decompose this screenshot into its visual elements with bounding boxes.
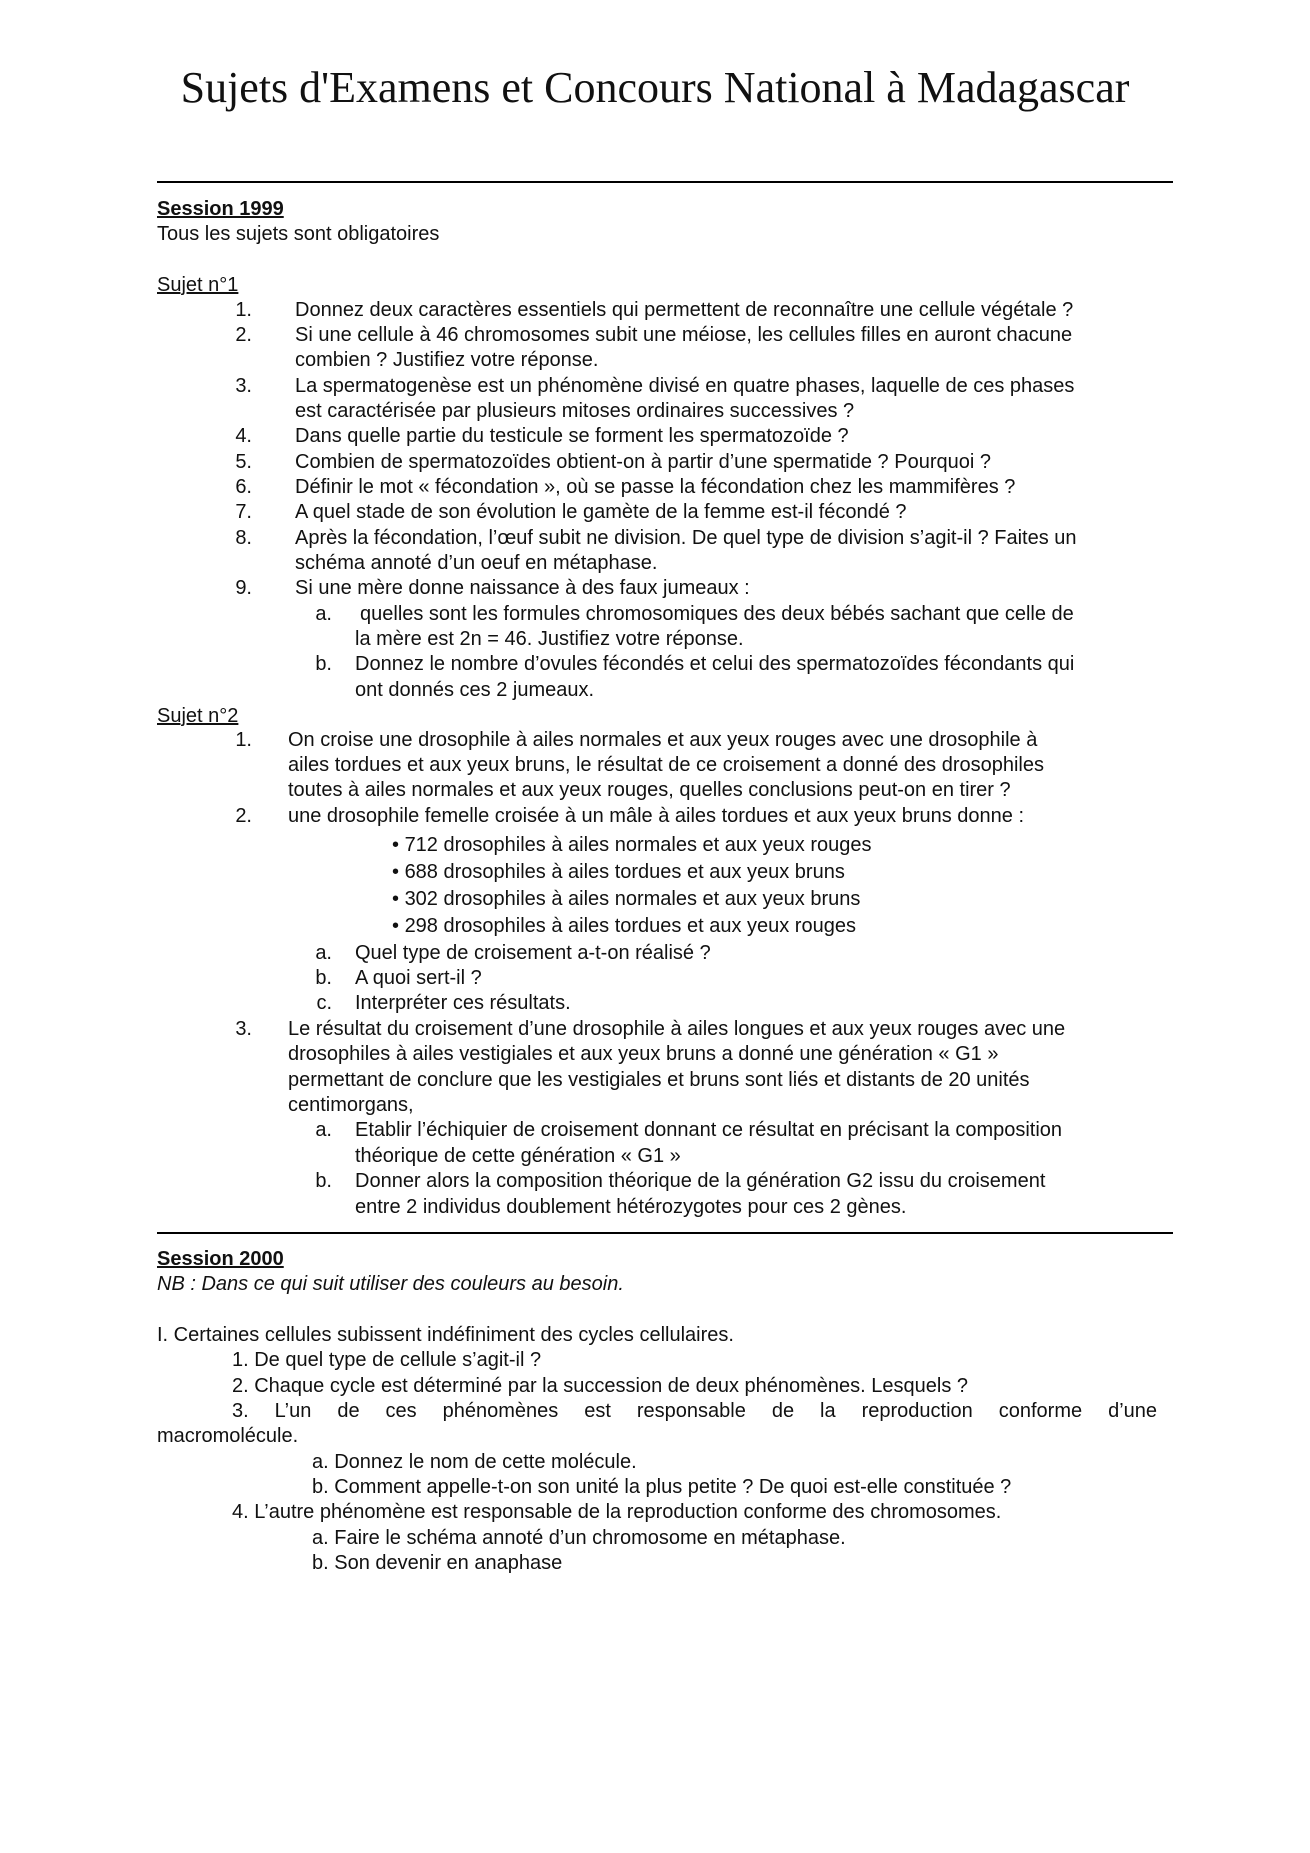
question-text: Quel type de croisement a-t-on réalisé ? [355,942,711,964]
q-number: 6. [235,476,252,498]
question-text: 2. Chaque cycle est déterminé par la succession de deux phénomènes. Lesquels ? [232,1375,969,1397]
q-number: 2. [235,324,252,346]
bullet-item: • 302 drosophiles à ailes normales et aux yeux bruns [392,888,861,910]
bullet-icon: • [392,888,405,910]
question-text: b. Comment appelle-t-on son unité la plus petite ? De quoi est-elle constituée ? [312,1476,1012,1498]
q-number: 4. [235,425,252,447]
q-number: 2. [235,805,252,827]
question-text: toutes à ailes normales et aux yeux rouges, quelles conclusions peut-on en tirer ? [288,779,1011,801]
question-text: Combien de spermatozoïdes obtient-on à partir d’une spermatide ? Pourquoi ? [295,451,991,473]
question-text: entre 2 individus doublement hétérozygotes pour ces 2 gènes. [355,1196,907,1218]
q-number: 7. [235,501,252,523]
question-text: schéma annoté d’un oeuf en métaphase. [295,552,658,574]
question-text: permettant de conclure que les vestigiales et bruns sont liés et distants de 20 unités [288,1069,1030,1091]
divider [157,181,1173,183]
bullet-item: • 688 drosophiles à ailes tordues et aux yeux bruns [392,861,845,883]
question-text: Dans quelle partie du testicule se forment les spermatozoïde ? [295,425,849,447]
part-heading: I. Certaines cellules subissent indéfiniment des cycles cellulaires. [157,1324,734,1346]
page-header: Sujets d'Examens et Concours National à Madagascar [180,63,1130,112]
sub-letter: b. [315,967,332,989]
sub-letter: b. [315,653,332,675]
question-text: Etablir l’échiquier de croisement donnant ce résultat en précisant la composition [355,1119,1063,1141]
sujet-2-label: Sujet n°2 [157,705,239,727]
question-text: ont donnés ces 2 jumeaux. [355,679,595,701]
question-text: est caractérisée par plusieurs mitoses ordinaires successives ? [295,400,855,422]
bullet-icon: • [392,915,405,937]
sub-letter: b. [315,1170,332,1192]
session-2000-title: Session 2000 [157,1248,284,1270]
question-text: théorique de cette génération « G1 » [355,1145,681,1167]
sub-letter: c. [316,992,332,1014]
q-number: 3. [235,375,252,397]
question-text: b. Son devenir en anaphase [312,1552,563,1574]
bullet-item: • 298 drosophiles à ailes tordues et aux yeux rouges [392,915,856,937]
question-text: combien ? Justifiez votre réponse. [295,349,599,371]
question-text: quelles sont les formules chromosomiques des deux bébés sachant que celle de [360,603,1074,625]
sub-letter: a. [315,1119,332,1141]
question-text: macromolécule. [157,1425,299,1447]
question-text: a. Donnez le nom de cette molécule. [312,1451,637,1473]
question-text: une drosophile femelle croisée à un mâle à ailes tordues et aux yeux bruns donne : [288,805,1025,827]
question-text: Interpréter ces résultats. [355,992,571,1014]
q-number: 9. [235,577,252,599]
question-text: 3. L’un de ces phénomènes est responsable de la reproduction conforme d’une [232,1400,1157,1422]
q-number: 3. [235,1018,252,1040]
question-text: a. Faire le schéma annoté d’un chromosome en métaphase. [312,1527,846,1549]
bullet-icon: • [392,834,405,856]
question-text: Après la fécondation, l’œuf subit ne division. De quel type de division s’agit-il ? Faites un [295,527,1077,549]
question-text: A quel stade de son évolution le gamète de la femme est-il fécondé ? [295,501,907,523]
bullet-item: • 712 drosophiles à ailes normales et aux yeux rouges [392,834,872,856]
question-text: A quoi sert-il ? [355,967,482,989]
question-text: ailes tordues et aux yeux bruns, le résultat de ce croisement a donné des drosophiles [288,754,1044,776]
question-text: Si une mère donne naissance à des faux jumeaux : [295,577,750,599]
q-number: 1. [235,299,252,321]
question-text: Définir le mot « fécondation », où se passe la fécondation chez les mammifères ? [295,476,1016,498]
session-1999-subtitle: Tous les sujets sont obligatoires [157,223,440,245]
sujet-1-label: Sujet n°1 [157,274,239,296]
question-text: Donnez le nombre d’ovules fécondés et celui des spermatozoïdes fécondants qui [355,653,1075,675]
question-text: 1. De quel type de cellule s’agit-il ? [232,1349,542,1371]
question-text: la mère est 2n = 46. Justifiez votre réponse. [355,628,744,650]
session-2000-note: NB : Dans ce qui suit utiliser des couleurs au besoin. [157,1273,624,1295]
question-text: centimorgans, [288,1094,414,1116]
question-text: Le résultat du croisement d’une drosophile à ailes longues et aux yeux rouges avec une [288,1018,1066,1040]
question-text: Si une cellule à 46 chromosomes subit une méiose, les cellules filles en auront chacune [295,324,1073,346]
session-1999-title: Session 1999 [157,198,284,220]
q-number: 1. [235,729,252,751]
question-text: 4. L’autre phénomène est responsable de la reproduction conforme des chromosomes. [232,1501,1002,1523]
question-text: Donner alors la composition théorique de la génération G2 issu du croisement [355,1170,1046,1192]
bullet-icon: • [392,861,405,883]
divider [157,1232,1173,1234]
sub-letter: a. [315,603,332,625]
sub-letter: a. [315,942,332,964]
question-text: drosophiles à ailes vestigiales et aux yeux bruns a donné une génération « G1 » [288,1043,999,1065]
question-text: Donnez deux caractères essentiels qui permettent de reconnaître une cellule végétale ? [295,299,1074,321]
q-number: 5. [235,451,252,473]
question-text: La spermatogenèse est un phénomène divisé en quatre phases, laquelle de ces phases [295,375,1075,397]
q-number: 8. [235,527,252,549]
question-text: On croise une drosophile à ailes normales et aux yeux rouges avec une drosophile à [288,729,1038,751]
